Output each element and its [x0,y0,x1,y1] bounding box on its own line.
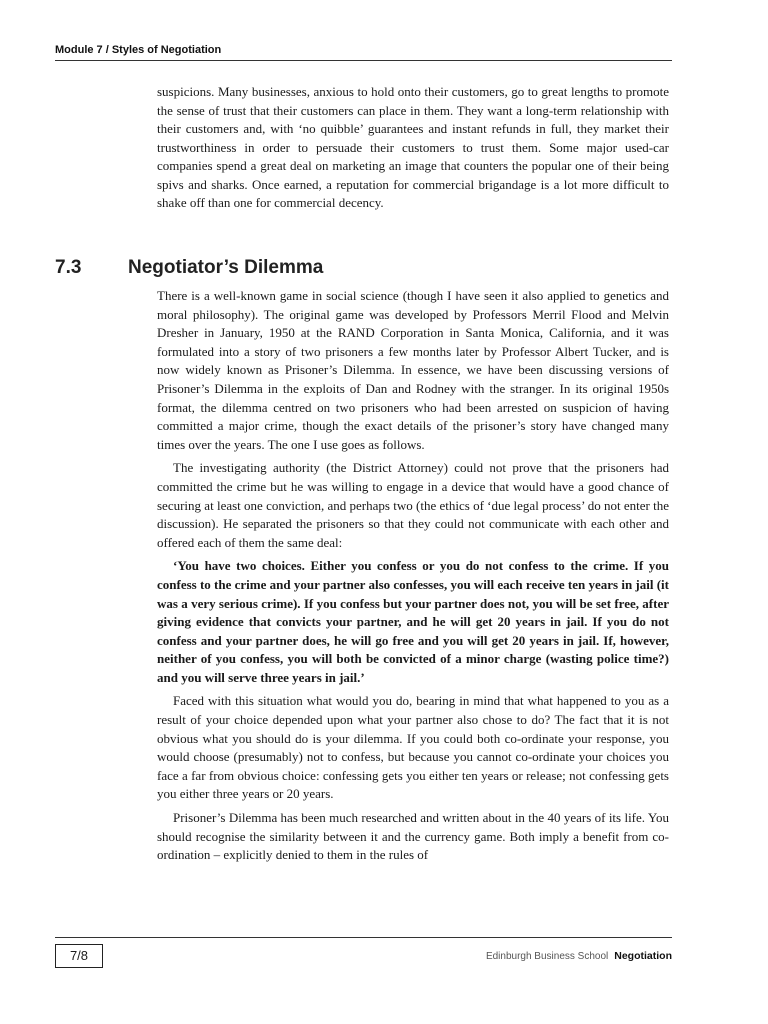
paragraph: Faced with this situation what would you do, bearing in mind that what happened to you as a result of your choice depended upon what your partner also chose to do? The fact that it is not obvious what you should do is your dilemma. If you could both co-ordinate your response, you would choose (presumably) not to confess, but because you cannot co-ordinate your choices you face a far from obvious choice: confessing gets you either ten years or release; not confessing gets you either three years or 20 years. [157,693,669,802]
intro-paragraph: suspicions. Many businesses, anxious to hold onto their customers, go to great lengths to promote the sense of trust that their customers can place in them. They want a long-term relationship with their customers and, with ‘no quibble’ guarantees and instant refunds in full, they market their trustworthiness in order to persuade their customers to trust them. Some major used-car companies spend a great deal on marketing an image that counters the popular one of their being spivs and sharks. Once earned, a reputation for commercial brigandage is a lot more difficult to shake off than one for commercial decency. [157,84,669,210]
paragraph: Prisoner’s Dilemma has been much researched and written about in the 40 years of its life. You should recognise the similarity between it and the currency game. Both imply a benefit from co-ordination – explicitly denied to them in the rules of [157,810,669,863]
section-body [157,287,669,870]
section-heading [55,257,669,279]
page-number: 7/8 [55,944,103,968]
footer-rule [55,937,672,938]
section-number: 7.3 [55,257,82,278]
running-header: Module 7 / Styles of Negotiation [55,44,222,56]
publisher-name: Edinburgh Business School [485,951,609,962]
paragraph: There is a well-known game in social science (though I have seen it also applied to genetics and moral philosophy). The original game was developed by Professors Merril Flood and Melvin Dresher in January, 1950 at the RAND Corporation in Santa Monica, California, and it was formulated into a story of two prisoners a few months later by Professor Albert Tucker, and is now widely known as Prisoner’s Dilemma. In essence, we have been discussing versions of Prisoner’s Dilemma in the exploits of Dan and Rodney with the stranger. In its original 1950s format, the dilemma centred on two prisoners who had been arrested on suspicion of having committed a major crime, though the exact details of the prisoner’s story have changed many times over the years. The one I use goes as follows. [157,288,669,452]
intro-text [157,83,669,217]
book-title: Negotiation [614,950,672,962]
header-rule [55,60,672,61]
footer-credit [486,950,672,962]
quoted-deal: ‘You have two choices. Either you confess or you do not confess to the crime. If you confess to the crime and your partner also confesses, you will each receive ten years in jail (it was a very serious crime). If you confess but your partner does not, you will be set free, after giving evidence that convicts your partner, and he will get 20 years in jail. If you do not confess and your partner does, he will go free and you will get 20 years in jail. If, however, neither of you confess, you will both be convicted of a minor charge (wasting police time?) and you will serve three years in jail.’ [157,558,669,685]
paragraph: The investigating authority (the District Attorney) could not prove that the prisoners had committed the crime but he was willing to engage in a device that would have a good chance of securing at least one conviction, and perhaps two (the ethics of ‘due legal process’ do not enter the discussion). He separated the prisoners so that they could not communicate with each other and offered each of them the same deal: [157,460,669,550]
section-title: Negotiator’s Dilemma [128,257,324,278]
